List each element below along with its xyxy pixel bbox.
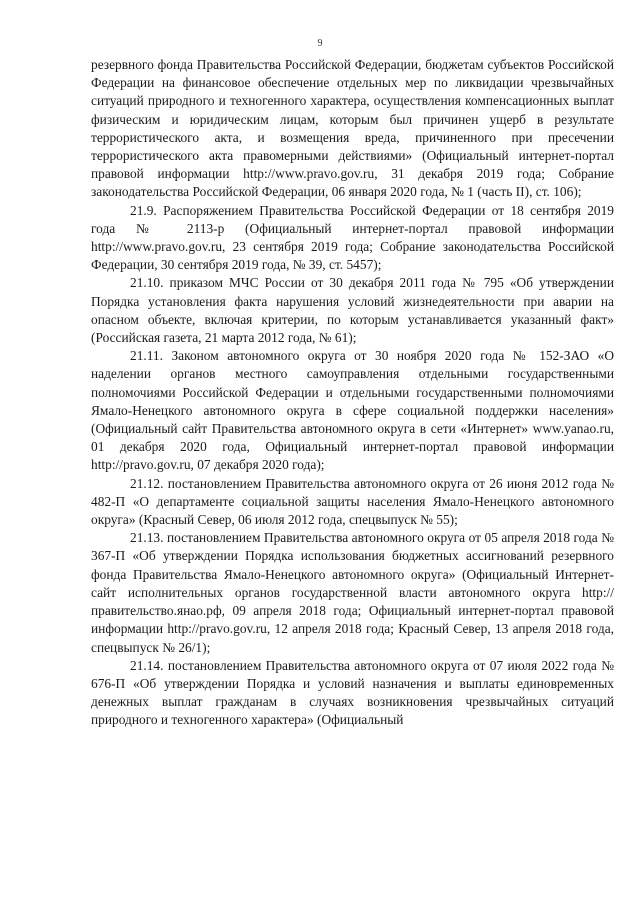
paragraph-21-13: 21.13. постановлением Правительства автономного округа от 05 апреля 2018 года № 367-П «Об утверждении Порядка использования бюджетных ассигнований резервного фонда Правительства Ямало-Ненецкого автономного округа» (Официальный Интернет-сайт исполнительных органов государственной власти автономного округа http://правительство.янао.рф, 09 апреля 2018 года; Официальный интернет-портал правовой информации http://pravo.gov.ru, 12 апреля 2018 года; Красный Север, 13 апреля 2018 года, спецвыпуск № 26/1); bbox=[91, 530, 614, 655]
document-body bbox=[91, 56, 614, 730]
paragraph-21-9: 21.9. Распоряжением Правительства Российской Федерации от 18 сентября 2019 года № 2113-р (Официальный интернет-портал правовой информации http://www.pravo.gov.ru, 23 сентября 2019 года; Собрание законодательства Российской Федерации, 30 сентября 2019 года, № 39, ст. 5457); bbox=[91, 202, 614, 273]
page-number: 9 bbox=[317, 38, 323, 49]
paragraph-21-12: 21.12. постановлением Правительства автономного округа от 26 июня 2012 года № 482-П «О департаменте социальной защиты населения Ямало-Ненецкого автономного округа» (Красный Север, 06 июля 2012 года, спецвыпуск № 55); bbox=[91, 475, 614, 528]
paragraph-21-11: 21.11. Законом автономного округа от 30 ноября 2020 года № 152-ЗАО «О наделении органов местного самоуправления отдельными государственными полномочиями Российской Федерации и отдельными государственными полномочиями Ямало-Ненецкого автономного округа в сфере социальной поддержки населения» (Официальный сайт Правительства автономного округа в сети «Интернет» www.yanao.ru, 01 декабря 2020 года, Официальный интернет-портал правовой информации http://pravo.gov.ru, 07 декабря 2020 года); bbox=[91, 348, 614, 473]
paragraph-21-14: 21.14. постановлением Правительства автономного округа от 07 июля 2022 года № 676-П «Об утверждении Порядка и условий назначения и выплаты единовременных денежных выплат гражданам в случаях возникновения чрезвычайных ситуаций природного и техногенного характера» (Официальный bbox=[91, 657, 614, 728]
paragraph-continuation: резервного фонда Правительства Российской Федерации, бюджетам субъектов Российской Федерации на финансовое обеспечение отдельных мер по ликвидации чрезвычайных ситуаций природного и техногенного характера, осуществления компенсационных выплат физическим и юридическим лицам, которым был причинен ущерб в результате террористического акта, и возмещения вреда, причиненного при пресечении террористического акта правомерными действиями» (Официальный интернет-портал правовой информации http://www.pravo.gov.ru, 31 декабря 2019 года; Собрание законодательства Российской Федерации, 06 января 2020 года, № 1 (часть II), ст. 106); bbox=[91, 57, 614, 200]
paragraph-21-10: 21.10. приказом МЧС России от 30 декабря 2011 года № 795 «Об утверждении Порядка установления факта нарушения условий жизнедеятельности при аварии на опасном объекте, включая критерии, по которым устанавливается указанный факт» (Российская газета, 21 марта 2012 года, № 61); bbox=[91, 275, 614, 346]
